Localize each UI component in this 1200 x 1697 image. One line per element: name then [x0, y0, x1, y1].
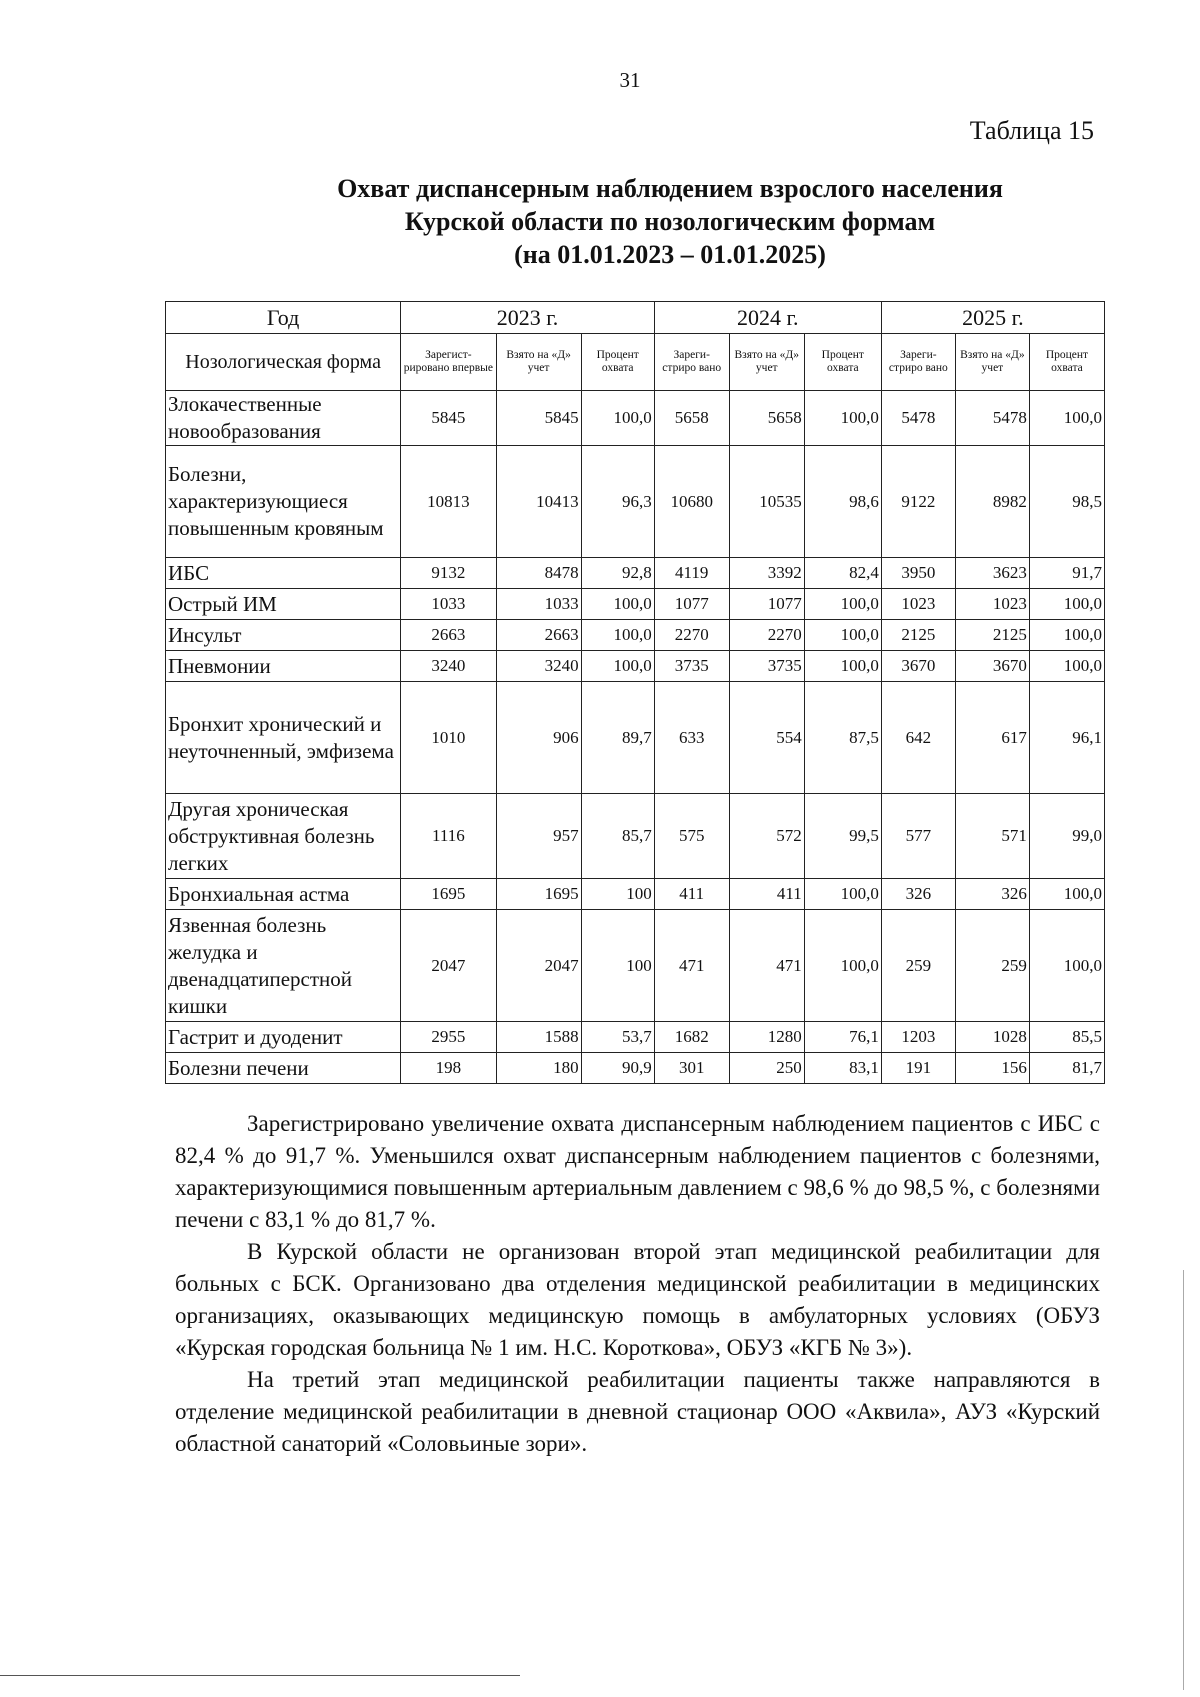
value-cell: 1033	[496, 589, 581, 620]
value-cell: 326	[881, 879, 955, 910]
nosology-name-cell: Инсульт	[166, 620, 401, 651]
table-row	[166, 620, 1105, 651]
value-cell: 5658	[654, 391, 729, 446]
value-cell: 100,0	[1029, 879, 1104, 910]
value-cell: 1023	[955, 589, 1029, 620]
value-cell: 100	[581, 879, 654, 910]
nosology-name-cell: Острый ИМ	[166, 589, 401, 620]
value-cell: 198	[401, 1053, 496, 1084]
value-cell: 411	[729, 879, 804, 910]
value-cell: 1023	[881, 589, 955, 620]
title-line-1: Охват диспансерным наблюдением взрослого населения	[337, 174, 1003, 203]
nosology-name-cell: Язвенная болезнь желудка и двенадцатиперстной кишки	[166, 910, 401, 1022]
table-row	[166, 1053, 1105, 1084]
value-cell: 1203	[881, 1022, 955, 1053]
subheader-registered-2024: Зареги-стриро вано	[654, 334, 729, 391]
paragraph-3: На третий этап медицинской реабилитации пациенты также направляются в отделение медицинской реабилитации в дневной стационар ООО «Аквила», АУЗ «Курский областной санаторий «Соловьиные зори».	[175, 1367, 1100, 1456]
value-cell: 92,8	[581, 558, 654, 589]
value-cell: 5478	[881, 391, 955, 446]
value-cell: 91,7	[1029, 558, 1104, 589]
value-cell: 100,0	[581, 391, 654, 446]
value-cell: 5845	[496, 391, 581, 446]
value-cell: 83,1	[804, 1053, 881, 1084]
value-cell: 471	[654, 910, 729, 1022]
year-header-cell: Год	[166, 302, 401, 334]
table-label: Таблица 15	[969, 116, 1094, 145]
value-cell: 957	[496, 794, 581, 879]
value-cell: 85,5	[1029, 1022, 1104, 1053]
value-cell: 617	[955, 682, 1029, 794]
value-cell: 3735	[729, 651, 804, 682]
nosology-name-cell: Болезни, характеризующиеся повышенным кровяным	[166, 446, 401, 558]
value-cell: 81,7	[1029, 1053, 1104, 1084]
value-cell: 10413	[496, 446, 581, 558]
value-cell: 85,7	[581, 794, 654, 879]
value-cell: 1033	[401, 589, 496, 620]
value-cell: 411	[654, 879, 729, 910]
value-cell: 100,0	[1029, 391, 1104, 446]
value-cell: 3392	[729, 558, 804, 589]
table-row	[166, 1022, 1105, 1053]
value-cell: 90,9	[581, 1053, 654, 1084]
value-cell: 96,3	[581, 446, 654, 558]
table-row	[166, 794, 1105, 879]
value-cell: 3240	[496, 651, 581, 682]
value-cell: 100,0	[581, 620, 654, 651]
value-cell: 100,0	[804, 910, 881, 1022]
title-line-2: Курской области по нозологическим формам	[404, 207, 936, 236]
scan-edge-line	[0, 1675, 520, 1676]
paragraph-1: Зарегистрировано увеличение охвата диспансерным наблюдением пациентов с ИБС с 82,4 % до 91,7 %. Уменьшился охват диспансерным наблюдением пациентов с болезнями, характеризующимися повышенным артериальным давлением с 98,6 % до 98,5 %, с болезнями печени с 83,1 % до 81,7 %.	[175, 1111, 1100, 1232]
subheader-taken-2025: Взято на «Д» учет	[955, 334, 1029, 391]
value-cell: 2270	[654, 620, 729, 651]
subheader-taken-2023: Взято на «Д» учет	[496, 334, 581, 391]
value-cell: 3670	[881, 651, 955, 682]
nosology-name-cell: Болезни печени	[166, 1053, 401, 1084]
value-cell: 642	[881, 682, 955, 794]
value-cell: 4119	[654, 558, 729, 589]
value-cell: 571	[955, 794, 1029, 879]
value-cell: 326	[955, 879, 1029, 910]
value-cell: 98,5	[1029, 446, 1104, 558]
value-cell: 2047	[401, 910, 496, 1022]
value-cell: 1695	[401, 879, 496, 910]
value-cell: 301	[654, 1053, 729, 1084]
value-cell: 156	[955, 1053, 1029, 1084]
value-cell: 1280	[729, 1022, 804, 1053]
value-cell: 1028	[955, 1022, 1029, 1053]
value-cell: 87,5	[804, 682, 881, 794]
value-cell: 2270	[729, 620, 804, 651]
value-cell: 3735	[654, 651, 729, 682]
value-cell: 1077	[729, 589, 804, 620]
nosology-name-cell: Бронхиальная астма	[166, 879, 401, 910]
subheader-percent-2025: Процент охвата	[1029, 334, 1104, 391]
value-cell: 250	[729, 1053, 804, 1084]
year-2025-header: 2025 г.	[881, 302, 1104, 334]
value-cell: 99,0	[1029, 794, 1104, 879]
value-cell: 577	[881, 794, 955, 879]
body-text	[175, 1108, 1100, 1460]
value-cell: 10535	[729, 446, 804, 558]
value-cell: 89,7	[581, 682, 654, 794]
value-cell: 9122	[881, 446, 955, 558]
value-cell: 1077	[654, 589, 729, 620]
value-cell: 100,0	[1029, 651, 1104, 682]
value-cell: 3240	[401, 651, 496, 682]
value-cell: 8478	[496, 558, 581, 589]
value-cell: 100,0	[581, 589, 654, 620]
value-cell: 191	[881, 1053, 955, 1084]
table-title	[170, 172, 1170, 271]
nosology-name-cell: Гастрит и дуоденит	[166, 1022, 401, 1053]
table-row	[166, 391, 1105, 446]
value-cell: 2125	[955, 620, 1029, 651]
nosology-name-cell: Бронхит хронический и неуточненный, эмфизема	[166, 682, 401, 794]
value-cell: 554	[729, 682, 804, 794]
value-cell: 9132	[401, 558, 496, 589]
subheader-registered-2025: Зареги-стриро вано	[881, 334, 955, 391]
nosology-name-cell: Пневмонии	[166, 651, 401, 682]
value-cell: 100,0	[804, 879, 881, 910]
value-cell: 96,1	[1029, 682, 1104, 794]
year-2023-header: 2023 г.	[401, 302, 654, 334]
value-cell: 100,0	[804, 589, 881, 620]
value-cell: 1682	[654, 1022, 729, 1053]
value-cell: 2663	[401, 620, 496, 651]
value-cell: 572	[729, 794, 804, 879]
value-cell: 1116	[401, 794, 496, 879]
value-cell: 100	[581, 910, 654, 1022]
value-cell: 99,5	[804, 794, 881, 879]
table-row	[166, 446, 1105, 558]
value-cell: 2125	[881, 620, 955, 651]
value-cell: 100,0	[804, 391, 881, 446]
value-cell: 8982	[955, 446, 1029, 558]
value-cell: 575	[654, 794, 729, 879]
value-cell: 10813	[401, 446, 496, 558]
value-cell: 2955	[401, 1022, 496, 1053]
value-cell: 3950	[881, 558, 955, 589]
coverage-table	[165, 301, 1105, 1084]
page-number: 31	[619, 68, 641, 92]
table-row	[166, 651, 1105, 682]
year-2024-header: 2024 г.	[654, 302, 881, 334]
value-cell: 2047	[496, 910, 581, 1022]
value-cell: 906	[496, 682, 581, 794]
value-cell: 1695	[496, 879, 581, 910]
value-cell: 100,0	[1029, 589, 1104, 620]
title-line-3: (на 01.01.2023 – 01.01.2025)	[514, 240, 826, 269]
subheader-registered-2023: Зарегист-рировано впервые	[401, 334, 496, 391]
value-cell: 53,7	[581, 1022, 654, 1053]
value-cell: 3623	[955, 558, 1029, 589]
value-cell: 76,1	[804, 1022, 881, 1053]
value-cell: 2663	[496, 620, 581, 651]
value-cell: 180	[496, 1053, 581, 1084]
table-row	[166, 682, 1105, 794]
nosology-name-cell: Злокачественные новообразования	[166, 391, 401, 446]
value-cell: 5658	[729, 391, 804, 446]
value-cell: 5478	[955, 391, 1029, 446]
value-cell: 3670	[955, 651, 1029, 682]
value-cell: 100,0	[804, 651, 881, 682]
table-row	[166, 558, 1105, 589]
table-row	[166, 589, 1105, 620]
value-cell: 259	[955, 910, 1029, 1022]
subheader-taken-2024: Взято на «Д» учет	[729, 334, 804, 391]
value-cell: 1010	[401, 682, 496, 794]
table-row	[166, 910, 1105, 1022]
value-cell: 259	[881, 910, 955, 1022]
scan-edge-line-right	[1183, 1270, 1184, 1690]
form-header-cell: Нозологическая форма	[166, 334, 401, 391]
value-cell: 100,0	[581, 651, 654, 682]
table-row	[166, 879, 1105, 910]
value-cell: 82,4	[804, 558, 881, 589]
year-header-row	[166, 302, 1105, 334]
nosology-name-cell: ИБС	[166, 558, 401, 589]
value-cell: 100,0	[1029, 910, 1104, 1022]
value-cell: 100,0	[1029, 620, 1104, 651]
value-cell: 1588	[496, 1022, 581, 1053]
paragraph-2: В Курской области не организован второй этап медицинской реабилитации для больных с БСК. Организовано два отделения медицинской реабилитации в медицинских организациях, оказывающих медицинскую помощь в амбулаторных условиях (ОБУЗ «Курская городская больница № 1 им. Н.С. Короткова», ОБУЗ «КГБ № 3»).	[175, 1239, 1100, 1360]
subheader-percent-2023: Процент охвата	[581, 334, 654, 391]
value-cell: 633	[654, 682, 729, 794]
subheader-percent-2024: Процент охвата	[804, 334, 881, 391]
value-cell: 5845	[401, 391, 496, 446]
value-cell: 471	[729, 910, 804, 1022]
value-cell: 10680	[654, 446, 729, 558]
nosology-name-cell: Другая хроническая обструктивная болезнь легких	[166, 794, 401, 879]
value-cell: 100,0	[804, 620, 881, 651]
column-header-row	[166, 334, 1105, 391]
value-cell: 98,6	[804, 446, 881, 558]
